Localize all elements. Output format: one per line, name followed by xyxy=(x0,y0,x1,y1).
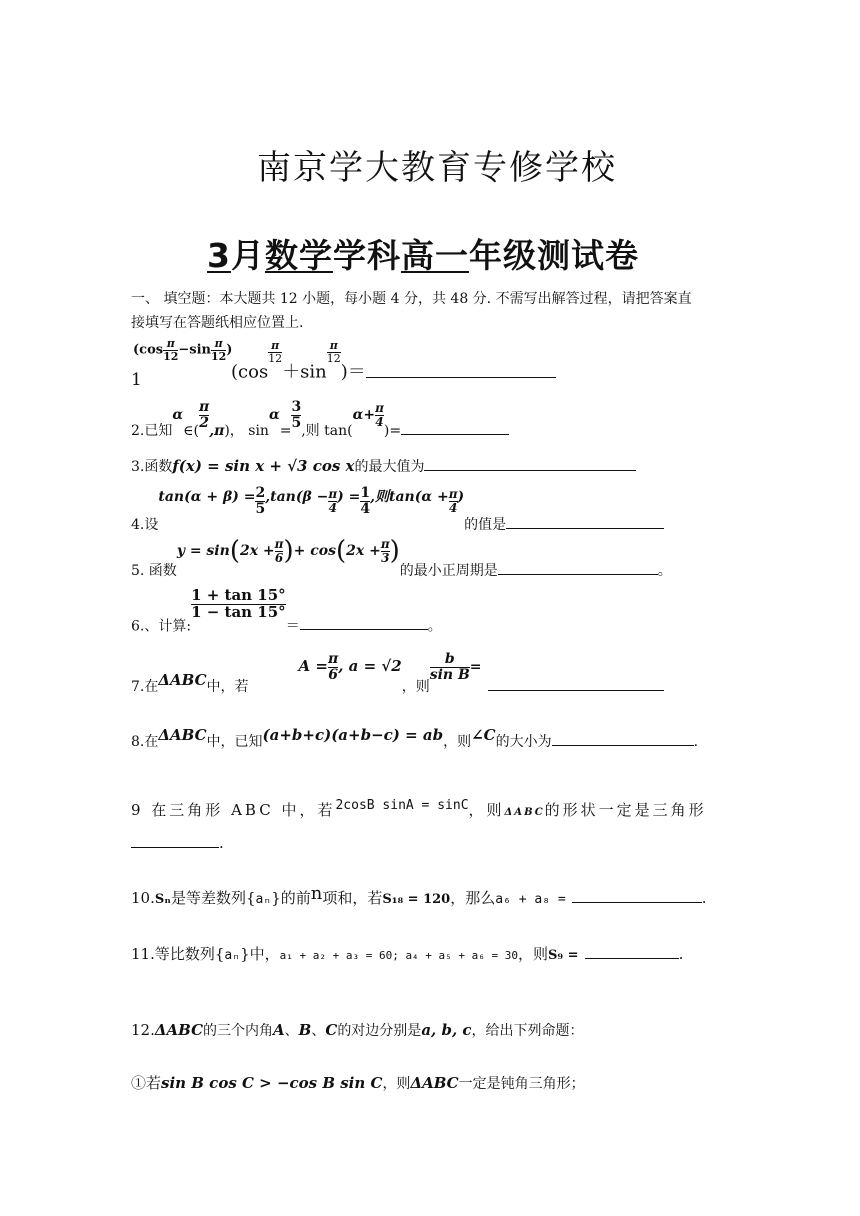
q2-answer-blank[interactable] xyxy=(401,434,509,435)
school-title: 南京学大教育专修学校 xyxy=(257,148,617,188)
q1-answer-blank[interactable] xyxy=(366,377,556,378)
q11-answer-blank[interactable] xyxy=(585,958,679,959)
q11-expression: a₁ + a₂ + a₃ = 60; a₄ + a₅ + a₆ = 30 xyxy=(279,949,519,962)
instructions-line-1: 一、 填空题：本大题共 12 小题，每小题 4 分，共 48 分. 不需写出解答过程，请把答案直 xyxy=(131,291,692,307)
q9-line: 9 在三角形 ABC 中，若2cosB sinA = sinC，则ΔABC的形状一定是三角形 xyxy=(131,798,707,819)
q1-number: 1 xyxy=(131,370,142,390)
q8-expression: (a+b+c)(a+b−c) = ab xyxy=(262,726,444,744)
q6-answer-blank[interactable] xyxy=(300,629,428,630)
q9-answer-blank[interactable] xyxy=(131,847,219,848)
q12-line: 12.ΔABC的三个内角A、B、C的对边分别是a, b, c，给出下列命题： xyxy=(131,1021,584,1039)
q1-top-expression: (cos $\frac{\pi}{12}$ −sin $\frac{\pi}{12}$ ) xyxy=(133,337,233,363)
q1-main-expression: (cos $\frac{\pi}{12}$ ＋sin $\frac{\pi}{12}$ )＝ xyxy=(231,340,556,384)
q10-line: 10.Sₙ是等差数列{aₙ}的前n项和，若S₁₈ = 120，那么a₆ + a₈ = . xyxy=(131,883,707,907)
title-month: 月 xyxy=(230,236,265,275)
title-grade: 高一 xyxy=(400,236,469,275)
q10-answer-blank[interactable] xyxy=(572,902,702,903)
q3-expression: f(x) = sin x + √3 cos x xyxy=(172,457,355,475)
exam-title xyxy=(207,230,639,277)
q8-line: 8.在ΔABC中，已知(a+b+c)(a+b−c) = ab，则∠C的大小为 . xyxy=(131,726,699,750)
proposition-1: ①若sin B cos C > −cos B sin C，则ΔABC一定是钝角三角形； xyxy=(131,1074,585,1092)
q2-line: 2.已知α∈( $\frac{\pi}{2}$ ,π)， sinα= $\frac{3}{5}$ ,则 tan(α+ $\frac{\pi}{4}$ )= xyxy=(131,400,509,440)
q4-answer-blank[interactable] xyxy=(506,528,664,529)
q5-line: 5. 函数y = sin(2x + $\frac{\pi}{6}$ )+ cos(2x + $\frac{\pi}{3}$ )的最小正周期是 。 xyxy=(131,536,672,579)
title-subject: 数学 xyxy=(264,236,333,275)
q11-line: 11.等比数列{aₙ}中，a₁ + a₂ + a₃ = 60; a₄ + a₅ + a₆ = 30，则S₉ = . xyxy=(131,945,684,963)
instructions-line-2: 接填写在答题纸相应位置上. xyxy=(131,315,304,331)
q5-answer-blank[interactable] xyxy=(498,574,658,575)
q6-line: 6.、计算: $\frac{1 + \tan 15^\circ}{1 - \tan 15^\circ}$ ＝ 。 xyxy=(131,586,442,635)
q8-answer-blank[interactable] xyxy=(552,745,694,746)
q6-fraction: $\frac{1 + \tan 15^\circ}{1 - \tan 15^\circ}$ xyxy=(191,586,286,621)
title-number: 3 xyxy=(207,236,231,275)
q3-line: 3.函数f(x) = sin x + √3 cos x的最大值为 xyxy=(131,456,636,476)
q7-line: 7.在ΔABC中，若A = $\frac{\pi}{6}$ , a = √2，则 $\frac{b}{\text{sin B}}$ = xyxy=(131,652,664,696)
q4-line: 4.设tan(α + β) = $\frac{2}{5}$ ,tan(β − $\frac{\pi}{4}$ ) = $\frac{1}{4}$ ,则tan(α + $\frac{\pi}{4}$ )的值是 xyxy=(131,486,664,534)
q7-answer-blank[interactable] xyxy=(488,690,664,691)
q3-answer-blank[interactable] xyxy=(424,470,636,471)
title-rest: 年级测试卷 xyxy=(468,236,639,275)
title-subject-suffix: 学科 xyxy=(332,236,401,275)
q9-answer-row: . xyxy=(131,834,224,852)
q9-expression: 2cosB sinA = sinC xyxy=(335,798,469,813)
